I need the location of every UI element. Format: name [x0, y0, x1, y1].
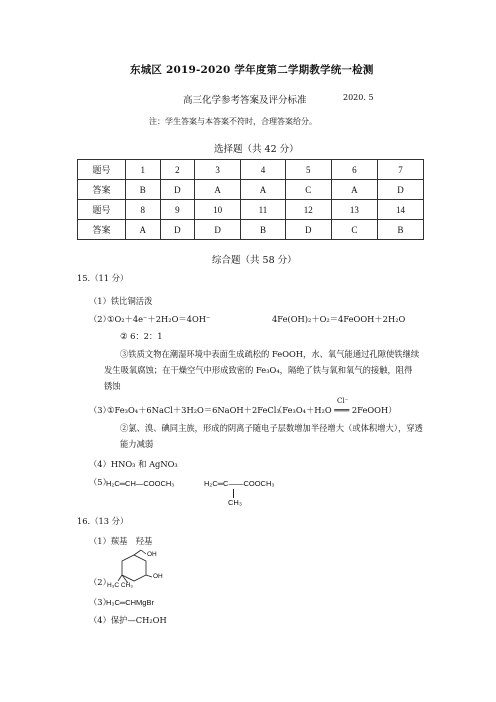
- table-cell: 6: [331, 160, 377, 180]
- q16-dimethyl-group: H₃C CH₃: [107, 582, 133, 589]
- q15-answer-4: （4）HNO₃ 和 AgNO₃: [89, 459, 178, 469]
- table-cell: 7: [377, 160, 423, 180]
- row-header-cell: 答案: [78, 220, 126, 240]
- table-cell: 5: [285, 160, 331, 180]
- q16-heading: 16.（13 分）: [77, 516, 129, 526]
- q15-structure-methyl-acrylate: H₂C═CH—COOCH₃: [106, 479, 175, 488]
- q16-grignard-structure: H₃C═CHMgBr: [106, 598, 154, 607]
- table-cell: D: [160, 180, 195, 200]
- q15-answer-5-label: （5）: [89, 477, 111, 487]
- q15-explanation-line-2: 发生吸氧腐蚀；在干燥空气中形成致密的 Fe₃O₄，隔绝了铁与氧和氧气的接触，阻得: [104, 365, 413, 375]
- table-cell: D: [377, 180, 423, 200]
- document-title: 东城区 2019-2020 学年度第二学期教学统一检测: [130, 64, 374, 76]
- q16-hydroxyl-top: OH: [147, 551, 157, 558]
- q15-eq-fecl3: ①Fe₃O₄＋6NaCl＋3H₂O＝6NaOH＋2FeCl₃: [107, 405, 280, 415]
- table-cell: D: [195, 220, 241, 240]
- q15-answer-3-label: （3）: [89, 405, 111, 415]
- choice-answer-table: [77, 159, 424, 240]
- row-header-cell: 题号: [78, 200, 126, 220]
- choice-section-title: 选择题（共 42 分）: [214, 144, 299, 155]
- q15-answer-1: （1）铁比铜活泼: [89, 296, 153, 306]
- q15-eq-feooh: 4Fe(OH)₂＋O₂＝4FeOOH＋2H₂O: [272, 314, 406, 324]
- table-cell: 1: [126, 160, 161, 180]
- table-cell: C: [285, 180, 331, 200]
- table-row: [78, 200, 424, 220]
- table-cell: 8: [126, 200, 161, 220]
- q15-eq-feooh-alt: （Fe₃O₄＋H₂O ═══ 2FeOOH）: [274, 405, 397, 415]
- q15-explanation-line-1: ③铁质文物在潮湿环境中表面生成疏松的 FeOOH，水、氧气能通过孔隙使铁继续: [120, 349, 420, 359]
- q15-eq-oxygen-reduction: ①O₂＋4e⁻＋2H₂O＝4OH⁻: [107, 314, 211, 324]
- table-cell: D: [160, 220, 195, 240]
- row-header-cell: 答案: [78, 180, 126, 200]
- table-cell: 2: [160, 160, 195, 180]
- row-header-cell: 题号: [78, 160, 126, 180]
- comprehensive-section-title: 综合题（共 58 分）: [212, 255, 297, 266]
- table-row: [78, 160, 424, 180]
- table-row: [78, 220, 424, 240]
- q15-reaction-condition: Cl⁻: [337, 397, 349, 405]
- q15-branch-bond: [233, 489, 234, 498]
- q15-halogen-line-1: ②氯、溴、碘同主族，形成的阴离子随电子层数增加半径增大（或体积增大），穿透: [120, 423, 423, 433]
- q15-structure-methyl-branch: CH₃: [228, 498, 242, 507]
- table-cell: A: [126, 220, 161, 240]
- table-cell: A: [241, 180, 286, 200]
- q15-explanation-line-3: 锈蚀: [104, 381, 121, 391]
- table-cell: 10: [195, 200, 241, 220]
- q15-halogen-line-2: 能力减弱: [120, 439, 154, 449]
- q16-answer-4: （4）保护—CH₂OH: [89, 615, 167, 625]
- document-date: 2020. 5: [343, 93, 374, 102]
- q15-ratio: ② 6：2：1: [120, 331, 163, 341]
- table-row: [78, 180, 424, 200]
- table-cell: 9: [160, 200, 195, 220]
- q15-answer-2-label: （2）: [89, 314, 111, 324]
- table-cell: 14: [377, 200, 423, 220]
- table-cell: 12: [285, 200, 331, 220]
- table-cell: A: [195, 180, 241, 200]
- q15-structure-methyl-methacrylate: H₂C═C——COOCH₃: [204, 479, 275, 488]
- q15-heading: 15.（11 分）: [77, 273, 129, 283]
- table-cell: 13: [331, 200, 377, 220]
- document-subtitle: 高三化学参考答案及评分标准: [183, 95, 307, 106]
- table-cell: A: [331, 180, 377, 200]
- grading-note: 注：学生答案与本答案不符时，合理答案给分。: [149, 117, 317, 126]
- table-cell: C: [331, 220, 377, 240]
- q16-answer-2-label: （2）: [89, 577, 111, 587]
- table-cell: D: [285, 220, 331, 240]
- table-cell: B: [241, 220, 286, 240]
- table-cell: B: [377, 220, 423, 240]
- table-cell: 3: [195, 160, 241, 180]
- table-cell: 4: [241, 160, 286, 180]
- table-cell: 11: [241, 200, 286, 220]
- table-cell: B: [126, 180, 161, 200]
- q16-answer-3-label: （3）: [89, 597, 111, 607]
- q16-hydroxyl-ring: OH: [153, 573, 163, 580]
- q16-answer-1: （1）羰基 羟基: [89, 536, 153, 546]
